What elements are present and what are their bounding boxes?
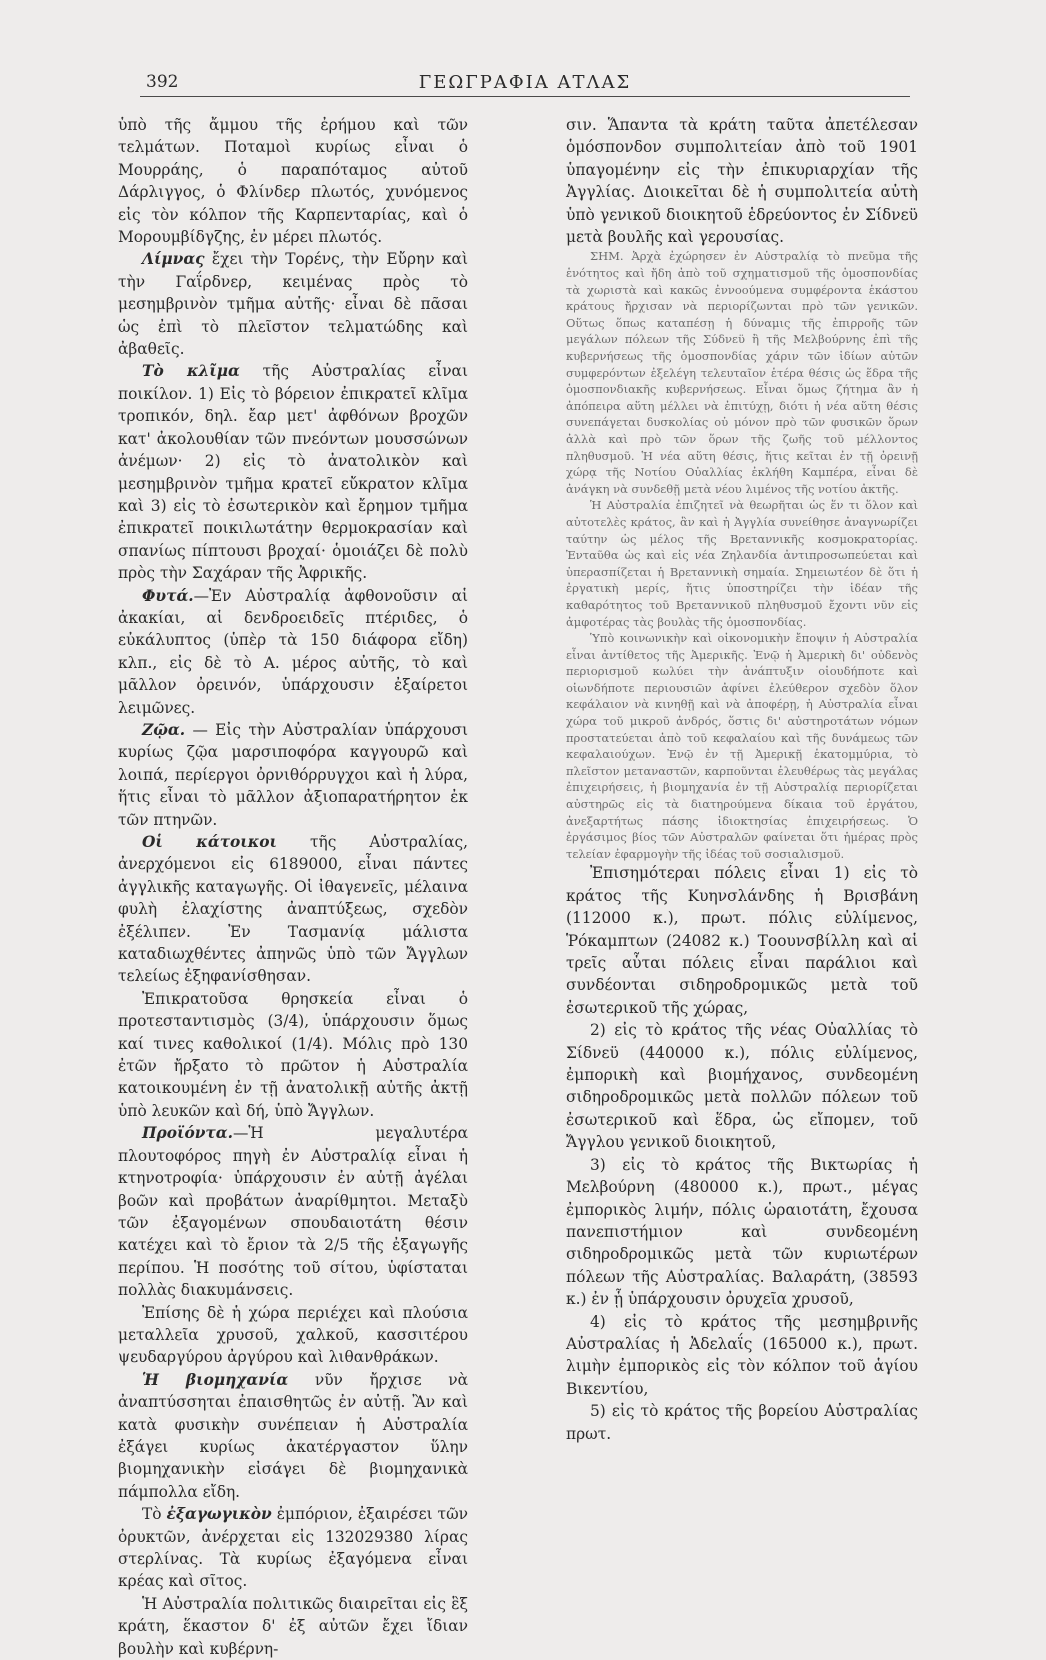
heading-export: ἐξαγωγικὸν [166, 1505, 272, 1524]
paragraph-products [118, 1122, 468, 1301]
right-column [566, 114, 918, 1445]
animals-text: — Εἰς τὴν Αὐστραλίαν ὑπάρχουσι κυρίως ζῷα μαρσιποφόρα καγγουρῶ καὶ λοιπά, περίεργοι ὀρνιθόρρυγχοι καὶ ἡ λύρα, ἥτις εἶναι τὸ μᾶλλον ἀξιοπαρατήρητον ἐκ τῶν πτηνῶν. [118, 720, 468, 829]
paragraph-cities-victoria: 3) εἰς τὸ κράτος τῆς Βικτωρίας ἡ Μελβούρνη (480000 κ.), πρωτ., μέγας ἐμπορικὸς λιμήν, πόλις ὡραιοτάτη, ἔχουσα πανεπιστήμιον καὶ συνδεομένη σιδηροδρομικῶς μετὰ τῶν κυριωτέρων πόλεων τῆς Αὐστραλίας. Βαλαράτη, (38593 κ.) ἐν ᾗ ὑπάρχουσιν ὀρυχεῖα χρυσοῦ, [566, 1155, 918, 1309]
plants-text: —Ἐν Αὐστραλίᾳ ἀφθονοῦσιν αἱ ἀκακίαι, αἱ δενδροειδεῖς πτέριδες, ὁ εὐκάλυπτος (ὑπὲρ τὰ 150 διάφορα εἴδη) κλπ., εἰς δὲ τὸ Α. μέρος αὐτῆς, τὸ καὶ μᾶλλον ὀρεινόν, ὑπάρχουσιν ἐξαίρετοι λειμῶνες. [118, 586, 468, 717]
note-economy: Ὑπὸ κοινωνικὴν καὶ οἰκονομικὴν ἔποψιν ἡ Αὐστραλία εἶναι ἀντίθετος τῆς Ἀμερικῆς. Ἐνῷ ἡ Ἀμερικὴ δι' οὐδενὸς περιορισμοῦ κωλύει τὴν ἀνάπτυξιν οἱουδήποτε καὶ οἱωνδήποτε περιουσιῶν ἀφίνει ἐλεύθερον σχεδὸν ὅλον κεφάλαιον νὰ κινηθῇ καὶ νὰ ἀποφέρῃ, ἡ Αὐστραλία εἶναι χώρα τοῦ μικροῦ ἀνδρός, ὅστις δι' αὐστηροτάτων νόμων προστατεύεται ἀπὸ τοῦ κεφαλαίου καὶ τῆς δυνάμεως τῶν κεφαλαιούχων. Ἐνῷ ἐν τῇ Ἀμερικῇ ἑκατομμύρια, τὸ πλεῖστον μεταναστῶν, καρποῦνται ἐλευθέρως τὰς μεγάλας ἐπιχειρήσεις, ἡ βιομηχανία ἐν τῇ Αὐστραλίᾳ περιορίζεται αὐστηρῶς εἰς τὰ διατηρούμενα δίκαια τοῦ ἐργάτου, ἀνεξαρτήτως πάσης ἰδιοκτησίας ἐπιχειρήσεως. Ὁ ἐργάσιμος βίος τῶν Αὐστραλῶν φαίνεται ὅτι ἡμέρας πρὸς τελείαν ἐφαρμογὴν τῆς ἰδέας τοῦ σοσιαλισμοῦ. [566, 631, 918, 861]
heading-industry: Ἡ βιομηχανία [142, 1370, 289, 1389]
paragraph-inhabitants [118, 831, 468, 988]
paragraph-animals [118, 719, 468, 831]
paragraph-religion: Ἐπικρατοῦσα θρησκεία εἶναι ὁ προτεσταντισμὸς (3/4), ὑπάρχουσιν ὅμως καί τινες καθολικοί (1/4). Μόλις πρὸ 130 ἐτῶν ἤρξατο τὸ πρῶτον ἡ Αὐστραλία κατοικουμένη ἐν τῇ ἀνατολικῇ αὐτῆς ἀκτῇ ὑπὸ λευκῶν καὶ δή, ὑπὸ Ἄγγλων. [118, 989, 468, 1120]
paragraph-export [118, 1503, 468, 1593]
page-header [140, 62, 910, 102]
note-empire: Ἡ Αὐστραλία ἐπιζητεῖ νὰ θεωρῆται ὡς ἕν τι ὅλον καὶ αὐτοτελὲς κράτος, ἂν καὶ ἡ Ἀγγλία συνείθησε ἀναγνωρίζει ταύτην ὡς μέλος τῆς Βρεταννικῆς κοσμοκρατορίας. Ἐνταῦθα ὡς καὶ εἰς νέα Ζηλανδία ἀντιπροσωπεύεται καὶ ὑπερασπίζεται ἡ Βρεταννικὴ σημαία. Σημειωτέον δὲ ὅτι ἡ ἐργατικὴ μερίς, ἥτις ὑποστηρίζει τὴν ἰδέαν τῆς καθαρότητος τοῦ Βρεταννικοῦ πληθυσμοῦ ἔχοντι νῦν εἰς ἀμφοτέρας τὰς βουλὰς τῆς ὁμοσπονδίας. [566, 498, 918, 629]
export-text: ἐμπόριον, ἐξαιρέσει τῶν ὀρυκτῶν, ἀνέρχεται εἰς 132029380 λίρας στερλίνας. Τὰ κυρίως ἐξαγόμενα εἶναι κρέας καὶ σῖτος. [118, 1505, 468, 1591]
paragraph-cities-south: 4) εἰς τὸ κράτος τῆς μεσημβρινῆς Αὐστραλίας ἡ Ἀδελαΐς (165000 κ.), πρωτ. λιμὴν ἐμπορικὸς εἰς τὸν κόλπον τοῦ ἁγίου Βικεντίου, [566, 1312, 918, 1398]
climate-text: τῆς Αὐστραλίας εἶναι ποικίλον. 1) Εἰς τὸ βόρειον ἐπικρατεῖ κλῖμα τροπικόν, δηλ. ἔαρ μετ' ἀφθόνων βροχῶν κατ' ἀκολουθίαν τῶν πνεόντων μουσσώνων ἀνέμων· 2) εἰς τὸ ἀνατολικὸν καὶ μεσημβρινὸν τμῆμα κρατεῖ εὔκρατον κλῖμα καὶ 3) εἰς τὸ ἐσωτερικὸν καὶ ἔρημον τμῆμα ἐπικρατεῖ ποικιλωτάτην θερμοκρασίαν καὶ σπανίως πίπτουσι βροχαί· ὁμοιάζει δὲ πολὺ πρὸς τὴν Σαχάραν τῆς Ἀφρικῆς. [118, 362, 468, 583]
heading-inhabitants: Οἱ κάτοικοι [142, 833, 278, 851]
note-capital: ΣΗΜ. Ἀρχὰ ἐχώρησεν ἐν Αὐστραλίᾳ τὸ πνεῦμα τῆς ἑνότητος καὶ ἤδη ἀπὸ τοῦ σχηματισμοῦ τῆς ὁμοσπονδίας τὰ χωριστὰ καὶ κακῶς ἐννοούμενα συμφέροντα ἑκάστου κράτους ἤρχισαν νὰ περιορίζωνται πρὸ τῶν γενικῶν. Οὕτως ὅπως καταπέσῃ ἡ δύναμις τῆς ἐπιρροῆς τῶν μεγάλων πόλεων τῆς Σύδνεϋ ἢ τῆς Μελβούρνης ἐπὶ τῆς κυβερνήσεως τῆς ὁμοσπονδίας χάριν τῶν ἰδίων αὐτῶν συμφερόντων ἐξελέγη τελευταῖον ἑτέρα θέσις ὡς ἕδρα τῆς ὁμοσπονδιακῆς κυβερνήσεως. Εἶναι ὅμως ζήτημα ἂν ἡ ἀπόπειρα αὕτη μέλλει νὰ ἐπιτύχῃ, διότι ἡ νέα αὕτη θέσις συνεπάγεται δυσκολίας οὐ μόνον πρὸ τῶν φυσικῶν ὅρων ἀλλὰ καὶ πρὸ τῶν ὅρων τῆς ζωῆς τοῦ μέλλοντος πληθυσμοῦ. Ἡ νέα αὕτη θέσις, ἥτις κεῖται ἐν τῇ ὀρεινῇ χώρᾳ τῆς Νοτίου Οὐαλλίας ἐκλήθη Καμπέρα, εἶναι δὲ ἀνάγκη νὰ συνδεθῇ μετὰ νέου λιμένος τῆς νοτίου ἀκτῆς. [566, 249, 918, 496]
heading-products: Προϊόντα. [142, 1124, 233, 1143]
header-rule [140, 96, 910, 97]
heading-plants: Φυτά. [142, 586, 194, 605]
heading-lakes: Λίμνας [142, 250, 205, 269]
paragraph-rivers: ὑπὸ τῆς ἄμμου τῆς ἐρήμου καὶ τῶν τελμάτων. Ποταμοὶ κυρίως εἶναι ὁ Μουρράης, ὁ παραπόταμος αὐτοῦ Δάρλιγγος, ὁ Φλίνδερ πλωτός, χυνόμενος εἰς τὸν κόλπον τῆς Καρπενταρίας, καὶ ὁ Μορουμβίδγζης, ἐν μέρει πλωτός. [118, 116, 468, 247]
paragraph-plants [118, 585, 468, 719]
inhabitants-text: τῆς Αὐστραλίας, ἀνερχόμενοι εἰς 6189000, εἶναι πάντες ἀγγλικῆς καταγωγῆς. Οἱ ἰθαγενεῖς, μέλαινα φυλὴ ἐλαχίστης ἀναπτύξεως, σχεδὸν ἐξέλιπεν. Ἐν Τασμανίᾳ μάλιστα καταδιωχθέντες ἀπηνῶς ὑπὸ τῶν Ἄγγλων τελείως ἐξηφανίσθησαν. [118, 833, 468, 986]
running-title: ΓΕΩΓΡΑΦΙΑ ΑΤΛΑΣ [418, 72, 632, 93]
left-column [118, 114, 468, 1660]
paragraph-cities-queensland: Ἐπισημότεραι πόλεις εἶναι 1) εἰς τὸ κράτος τῆς Κυηνσλάνδης ἡ Βρισβάνη (112000 κ.), πρωτ. πόλις εὐλίμενος, Ῥόκαμπτων (24082 κ.) Τοουνσβίλλη καὶ αἱ τρεῖς αὗται πόλεις εἶναι παράλιοι καὶ συνδέονται σιδηροδρομικῶς μετὰ τοῦ ἐσωτερικοῦ τῆς χώρας, [566, 864, 918, 1017]
paragraph-politics: Ἡ Αὐστραλία πολιτικῶς διαιρεῖται εἰς ἓξ κράτη, ἕκαστον δ' ἐξ αὐτῶν ἔχει ἴδιαν βουλὴν καὶ κυβέρνη- [118, 1594, 468, 1658]
paragraph-cities-north: 5) εἰς τὸ κράτος τῆς βορείου Αὐστραλίας πρωτ. [566, 1402, 918, 1443]
paragraph-climate [118, 360, 468, 584]
page-number: 392 [146, 72, 179, 92]
paragraph-federation: σιν. Ἅπαντα τὰ κράτη ταῦτα ἀπετέλεσαν ὁμόσπονδον συμπολιτείαν ἀπὸ τοῦ 1901 ὑπαγομένην εἰς τὴν ἐπικυριαρχίαν τῆς Ἀγγλίας. Διοικεῖται δὲ ἡ συμπολιτεία αὐτὴ ὑπὸ γενικοῦ διοικητοῦ ἑδρεύοντος ἐν Σίδνεϋ μετὰ βουλῆς καὶ γερουσίας. [566, 116, 918, 247]
paragraph-minerals: Ἐπίσης δὲ ἡ χώρα περιέχει καὶ πλούσια μεταλλεῖα χρυσοῦ, χαλκοῦ, κασσιτέρου ψευδαργύρου ἀργύρου καὶ λιθανθράκων. [118, 1303, 468, 1367]
paragraph-lakes [118, 248, 468, 360]
heading-climate: Τὸ κλῖμα [142, 362, 240, 381]
export-pre: Τὸ [142, 1505, 162, 1524]
industry-text: νῦν ἤρχισε νὰ ἀναπτύσσηται ἐπαισθητῶς ἐν αὐτῇ. Ἂν καὶ κατὰ φυσικὴν συνέπειαν ἡ Αὐστραλία ἐξάγει κυρίως ἀκατέργαστον ὕλην βιομηχανικὴν εἰσάγει δὲ βιομηχανικὰ πάμπολλα εἴδη. [118, 1370, 468, 1501]
paragraph-cities-nsw: 2) εἰς τὸ κράτος τῆς νέας Οὐαλλίας τὸ Σίδνεϋ (440000 κ.), πόλις εὐλίμενος, ἐμπορικὴ καὶ βιομήχανος, συνδεομένη σιδηροδρομικῶς μετὰ πολλῶν πόλεων τοῦ ἐσωτερικοῦ καὶ ἕδρα, ὡς εἴπομεν, τοῦ Ἄγγλου γενικοῦ διοικητοῦ, [566, 1021, 918, 1152]
products-text: —Ἡ μεγαλυτέρα πλουτοφόρος πηγὴ ἐν Αὐστραλίᾳ εἶναι ἡ κτηνοτροφία· ὑπάρχουσιν ἐν αὐτῇ ἀγέλαι βοῶν καὶ προβάτων ἀναρίθμητοι. Μεταξὺ τῶν ἐξαγομένων σπουδαιοτάτη θέσιν κατέχει καὶ τὸ ἔριον τὰ 2/5 τῆς ἐξαγωγῆς περίπου. Ἡ ποσότης τοῦ σίτου, ὑφίσταται πολλὰς διακυμάνσεις. [118, 1124, 468, 1300]
heading-animals: Ζῷα. [142, 720, 186, 739]
paragraph-industry [118, 1369, 468, 1503]
lakes-text: ἔχει τὴν Τορένς, τὴν Εὔρην καὶ τὴν Γαΐρδνερ, κειμένας πρὸς τὸ μεσημβρινὸν τμῆμα αὐτῆς· εἶναι δὲ πᾶσαι ὡς ἐπὶ τὸ πλεῖστον τελματώδης καὶ ἀβαθεῖς. [118, 250, 468, 359]
